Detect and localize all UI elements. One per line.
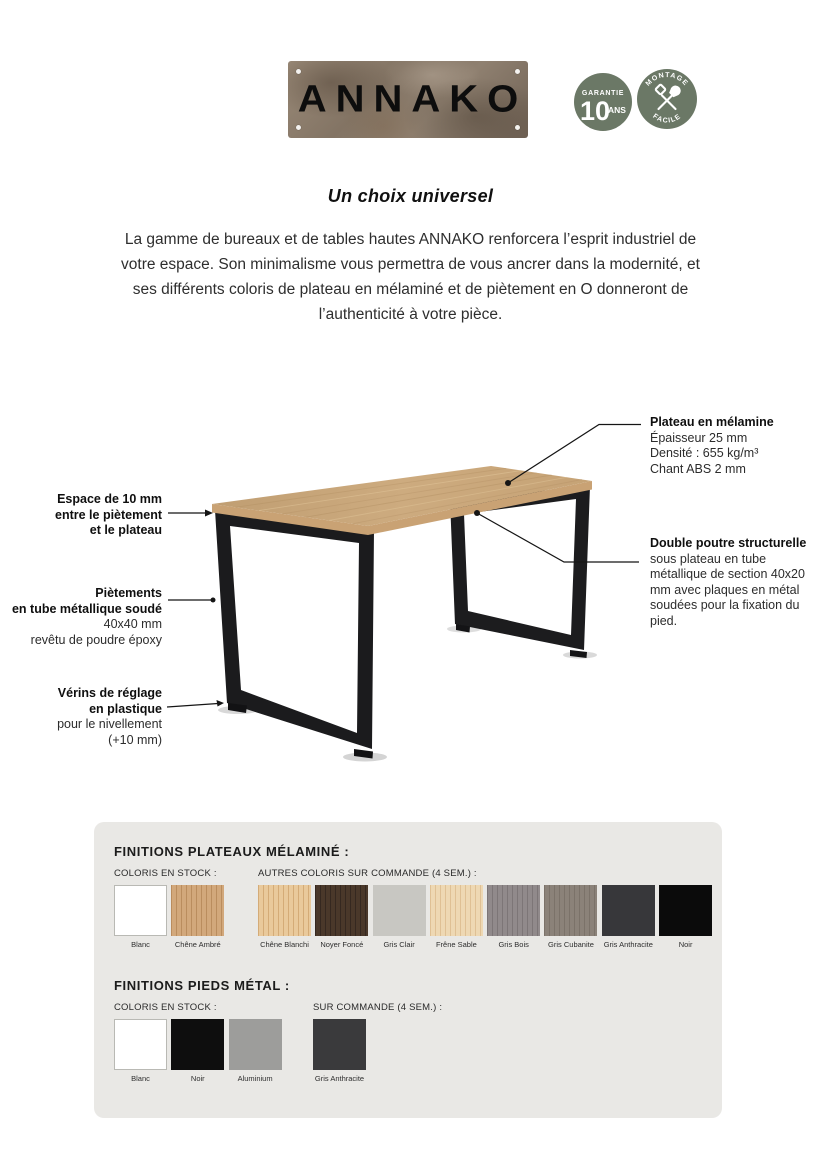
- color-chip: [313, 1019, 366, 1070]
- melamine-order-group: [258, 868, 712, 949]
- rivet-icon: [515, 125, 520, 130]
- text-line: Vérins de réglage: [57, 686, 162, 700]
- swatch-gris-clair: [373, 885, 426, 949]
- group-label: COLORIS EN STOCK :: [114, 868, 217, 879]
- swatch-label: Chêne Blanchi: [260, 940, 309, 949]
- callout-espace: [18, 492, 162, 539]
- rivet-icon: [296, 125, 301, 130]
- group-label: SUR COMMANDE (4 SEM.) :: [313, 1002, 443, 1013]
- metal-stock-group: [114, 1002, 282, 1083]
- text-line: en tube métallique soudé: [11, 601, 162, 616]
- swatch-gris-anthracite: [602, 885, 655, 949]
- floor-shadows: [218, 626, 597, 762]
- callout-body: sous plateau en tube métallique de section 40x20 mm avec plaques en métal soudées pour la fixation du pied.: [650, 551, 805, 628]
- text-line: Densité : 655 kg/m³: [650, 446, 759, 460]
- callout-body: [10, 617, 162, 648]
- section-title: Un choix universel: [327, 186, 494, 206]
- intro-paragraph: La gamme de bureaux et de tables hautes ANNAKO renforcera l’esprit industriel de votre espace. Son minimalisme vous permettra de vous ancrer dans la modernité, et ses différents coloris de plateau en mélaminé et de piètement en O donneront de l’authenticité à votre pièce.: [121, 231, 700, 323]
- text-line: pour le nivellement: [57, 717, 162, 731]
- metal-order-group: [313, 1002, 442, 1083]
- swatch-label: Aluminium: [237, 1074, 273, 1083]
- color-chip: [430, 885, 483, 936]
- swatch-noir: [171, 1019, 224, 1083]
- group-label: AUTRES COLORIS SUR COMMANDE (4 SEM.) :: [258, 868, 477, 879]
- swatch-label: Frêne Sable: [435, 940, 477, 949]
- text-line: Espace de 10 mm: [57, 492, 162, 506]
- assembly-badge-graphic: [637, 69, 697, 129]
- color-chip: [373, 885, 426, 936]
- color-chip: [171, 885, 224, 936]
- text-line: Piètements: [95, 586, 162, 600]
- melamine-stock-group: [114, 868, 224, 949]
- swatch-label: Blanc: [131, 1074, 150, 1083]
- swatch-label: Noyer Foncé: [320, 940, 364, 949]
- melamine-heading: FINITIONS PLATEAUX MÉLAMINÉ :: [114, 844, 350, 859]
- callout-pietements: [10, 586, 162, 648]
- swatch-label: Gris Anthracite: [603, 940, 653, 949]
- swatch-gris-bois: [487, 885, 540, 949]
- easy-assembly-badge: [637, 69, 697, 134]
- swatch-label: Noir: [678, 940, 693, 949]
- swatch-gris-anthracite: [313, 1019, 366, 1083]
- assembly-arc-bottom: FACILE: [651, 112, 683, 125]
- brand-logo: ANNAKO: [297, 77, 528, 121]
- text-line: 40x40 mm: [103, 617, 162, 631]
- swatch-row: [114, 1019, 282, 1083]
- rivet-icon: [296, 69, 301, 74]
- text-line: en plastique: [89, 701, 162, 716]
- callout-verins: [18, 686, 162, 748]
- swatch-aluminium: [229, 1019, 282, 1083]
- color-chip: [602, 885, 655, 936]
- callout-title: [10, 586, 162, 617]
- text-line: revêtu de poudre époxy: [30, 632, 162, 647]
- callout-title: Plateau en mélamine: [650, 415, 774, 429]
- swatch-row: [313, 1019, 442, 1083]
- warranty-suffix: ANS: [608, 105, 626, 115]
- color-chip: [315, 885, 368, 936]
- swatch-row: [114, 885, 224, 949]
- color-chip: [114, 885, 167, 936]
- text-line: Épaisseur 25 mm: [650, 430, 748, 445]
- swatch-ch-ne-blanchi: [258, 885, 311, 949]
- text-line: entre le piètement: [55, 507, 162, 522]
- swatch-label: Gris Bois: [498, 940, 529, 949]
- color-chip: [114, 1019, 167, 1070]
- text-line: (+10 mm): [108, 732, 162, 747]
- warranty-label: GARANTIE: [581, 90, 625, 97]
- color-chip: [659, 885, 712, 936]
- color-chip: [171, 1019, 224, 1070]
- brand-plate: [288, 61, 528, 138]
- assembly-arc-top: MONTAGE: [644, 71, 690, 88]
- swatch-blanc: [114, 1019, 167, 1083]
- swatch-label: Chêne Ambré: [174, 940, 221, 949]
- callout-plateau: [650, 415, 812, 477]
- callout-title: [18, 492, 162, 539]
- callout-title: [18, 686, 162, 717]
- finishes-panel: [94, 822, 722, 1118]
- swatch-label: Blanc: [131, 940, 150, 949]
- swatch-label: Noir: [190, 1074, 205, 1083]
- text-line: et le plateau: [89, 523, 162, 537]
- color-chip: [544, 885, 597, 936]
- color-chip: [258, 885, 311, 936]
- callout-body: [650, 431, 812, 478]
- color-chip: [229, 1019, 282, 1070]
- text-line: Chant ABS 2 mm: [650, 461, 746, 476]
- swatch-fr-ne-sable: [430, 885, 483, 949]
- color-chip: [487, 885, 540, 936]
- callout-title: Double poutre structurelle: [650, 536, 807, 550]
- rivet-icon: [515, 69, 520, 74]
- group-label: COLORIS EN STOCK :: [114, 1002, 217, 1013]
- warranty-badge-graphic: [574, 73, 632, 131]
- swatch-label: Gris Clair: [383, 940, 415, 949]
- swatch-noyer-fonc-: [315, 885, 368, 949]
- swatch-gris-cubanite: [544, 885, 597, 949]
- warranty-number: 10: [579, 96, 611, 126]
- swatch-label: Gris Anthracite: [314, 1074, 365, 1083]
- callout-body: [18, 717, 162, 748]
- swatch-blanc: [114, 885, 167, 949]
- swatch-noir: [659, 885, 712, 949]
- metal-heading: FINITIONS PIEDS MÉTAL :: [114, 978, 290, 993]
- warranty-badge: [574, 73, 632, 136]
- swatch-row: [258, 885, 712, 949]
- swatch-ch-ne-ambr-: [171, 885, 224, 949]
- callout-poutre: [650, 536, 821, 629]
- swatch-label: Gris Cubanite: [548, 940, 594, 949]
